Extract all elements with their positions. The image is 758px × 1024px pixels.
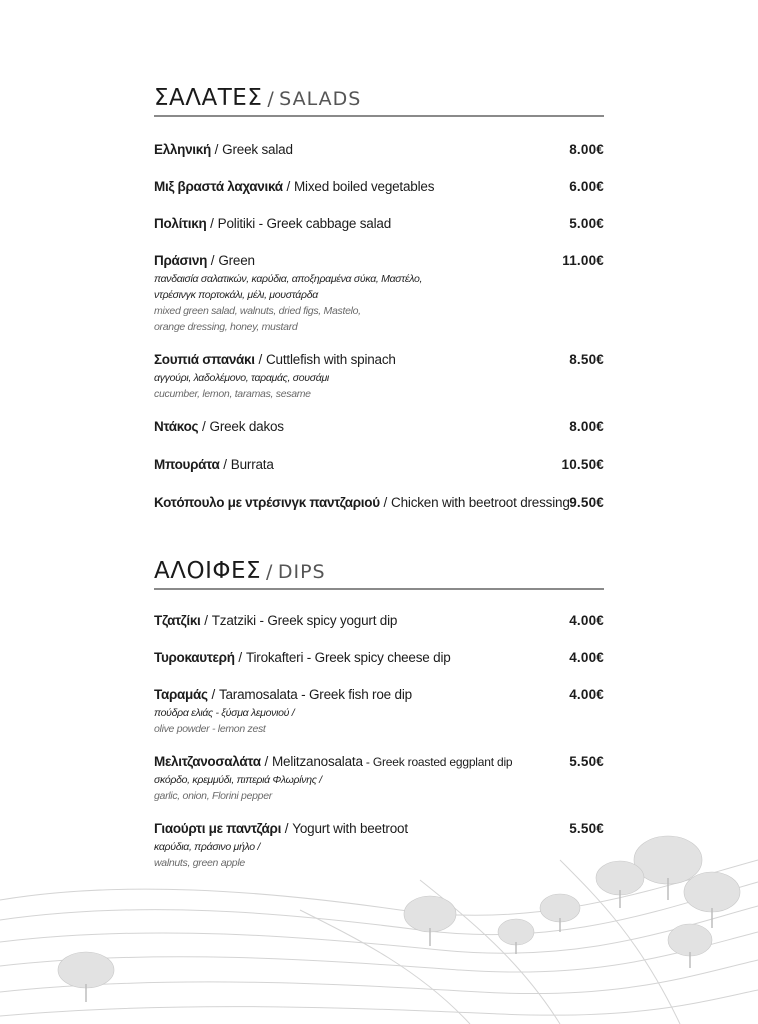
section-salads xyxy=(154,75,604,117)
section-title-separator: / xyxy=(265,561,273,583)
item-name-english: Burrata xyxy=(230,457,274,472)
item-name-english-extra: - Greek roasted eggplant dip xyxy=(362,755,513,769)
menu-item-cuttlefish-spinach: Σουπιά σπανάκι / Cuttlefish with spinach 8.50€ αγγούρι, λαδολέμονο, ταραμάς, σουσάμι cucumber, lemon, taramas, sesame xyxy=(154,352,604,400)
item-name-greek: Μελιτζανοσαλάτα xyxy=(154,754,261,769)
item-price: 6.00€ xyxy=(569,179,604,194)
item-name-english: Tzatziki - Greek spicy yogurt dip xyxy=(211,613,398,628)
section-title-english: SALADS xyxy=(279,88,362,110)
item-description-english: walnuts, green apple xyxy=(154,857,245,869)
section-title-greek: ΣΑΛΑΤΕΣ xyxy=(154,85,263,111)
item-description-greek: πανδαισία σαλατικών, καρύδια, αποξηραμένα σύκα, Μαστέλο, xyxy=(154,273,423,285)
item-description-greek: ντρέσινγκ πορτοκάλι, μέλι, μουστάρδα xyxy=(154,289,318,301)
item-name-greek: Τυροκαυτερή xyxy=(154,650,235,665)
menu-item-politiki: Πολίτικη / Politiki - Greek cabbage salad 5.00€ xyxy=(154,214,604,234)
item-name-greek: Μιξ βραστά λαχανικά xyxy=(154,179,283,194)
section-title-english: DIPS xyxy=(277,561,326,583)
item-price: 5.50€ xyxy=(569,754,604,769)
item-name-english: Yogurt with beetroot xyxy=(292,821,408,836)
section-title-separator: / xyxy=(267,88,275,110)
item-description-english: olive powder - lemon zest xyxy=(154,723,266,735)
item-description-english: mixed green salad, walnuts, dried figs, Mastelo, xyxy=(154,305,361,317)
item-name-greek: Σουπιά σπανάκι xyxy=(154,352,255,367)
item-name-english: Greek salad xyxy=(222,142,293,157)
item-price: 8.00€ xyxy=(569,419,604,434)
menu-item-taramosalata: Ταραμάς / Taramosalata - Greek fish roe dip 4.00€ πούδρα ελιάς - ξύσμα λεμονιού / olive powder - lemon zest xyxy=(154,687,604,735)
item-price: 8.00€ xyxy=(569,142,604,157)
item-name-greek: Γιαούρτι με παντζάρι xyxy=(154,821,282,836)
section-title xyxy=(154,558,326,584)
item-description-greek: σκόρδο, κρεμμύδι, πιπεριά Φλωρίνης / xyxy=(154,774,322,786)
item-name-english: Chicken with beetroot dressing xyxy=(391,495,570,510)
item-description-english: orange dressing, honey, mustard xyxy=(154,321,298,333)
item-description-english: garlic, onion, Florini pepper xyxy=(154,790,272,802)
menu-item-melitzanosalata: Μελιτζανοσαλάτα / Melitzanosalata - Greek roasted eggplant dip 5.50€ σκόρδο, κρεμμύδι, πιπεριά Φλωρίνης / garlic, onion, Florini pepper xyxy=(154,754,604,802)
item-name-greek: Ντάκος xyxy=(154,419,199,434)
section-dips xyxy=(154,548,604,590)
item-name-greek: Τζατζίκι xyxy=(154,613,201,628)
menu-item-mixed-boiled-vegetables: Μιξ βραστά λαχανικά / Mixed boiled vegetables 6.00€ xyxy=(154,177,604,197)
item-name-english: Melitzanosalata xyxy=(271,754,363,769)
menu-item-burrata: Μπουράτα / Burrata 10.50€ xyxy=(154,455,604,475)
menu-item-chicken-beetroot: Κοτόπουλο με ντρέσινγκ παντζαριού / Chicken with beetroot dressing 9.50€ xyxy=(154,493,604,513)
item-name-greek: Κοτόπουλο με ντρέσινγκ παντζαριού xyxy=(154,495,380,510)
item-name-english: Cuttlefish with spinach xyxy=(266,352,396,367)
item-name-greek: Ταραμάς xyxy=(154,687,208,702)
menu-item-green: Πράσινη / Green 11.00€ πανδαισία σαλατικών, καρύδια, αποξηραμένα σύκα, Μαστέλο, ντρέσινγκ πορτοκάλι, μέλι, μουστάρδα mixed green salad, walnuts, dried figs, Mastelo, orange dressing, honey, mustard xyxy=(154,253,604,333)
item-price: 9.50€ xyxy=(569,495,604,510)
item-price: 4.00€ xyxy=(569,650,604,665)
item-name-english: Greek dakos xyxy=(209,419,284,434)
item-price: 4.00€ xyxy=(569,687,604,702)
menu-item-tzatziki: Τζατζίκι / Tzatziki - Greek spicy yogurt dip 4.00€ xyxy=(154,611,604,631)
item-price: 11.00€ xyxy=(562,253,604,268)
item-price: 5.50€ xyxy=(569,821,604,836)
menu-item-yogurt-beetroot: Γιαούρτι με παντζάρι / Yogurt with beetroot 5.50€ καρύδια, πράσινο μήλο / walnuts, green apple xyxy=(154,821,604,869)
item-price: 4.00€ xyxy=(569,613,604,628)
item-description-english: cucumber, lemon, taramas, sesame xyxy=(154,388,311,400)
section-title xyxy=(154,85,361,111)
item-name-english: Green xyxy=(218,253,255,268)
item-name-greek: Μπουράτα xyxy=(154,457,220,472)
item-name-greek: Ελληνική xyxy=(154,142,211,157)
item-description-greek: αγγούρι, λαδολέμονο, ταραμάς, σουσάμι xyxy=(154,372,329,384)
menu-item-dakos: Ντάκος / Greek dakos 8.00€ xyxy=(154,417,604,437)
item-price: 8.50€ xyxy=(569,352,604,367)
item-description-greek: καρύδια, πράσινο μήλο / xyxy=(154,841,260,853)
item-name-greek: Πράσινη xyxy=(154,253,208,268)
section-header-dips xyxy=(154,548,604,590)
section-header-salads xyxy=(154,75,604,117)
item-description-greek: πούδρα ελιάς - ξύσμα λεμονιού / xyxy=(154,707,295,719)
item-price: 5.00€ xyxy=(569,216,604,231)
item-name-english: Mixed boiled vegetables xyxy=(294,179,435,194)
item-name-greek: Πολίτικη xyxy=(154,216,207,231)
menu-item-greek-salad: Ελληνική / Greek salad 8.00€ xyxy=(154,140,604,160)
item-name-english: Taramosalata - Greek fish roe dip xyxy=(218,687,412,702)
section-title-greek: ΑΛΟΙΦΕΣ xyxy=(154,558,262,584)
item-price: 10.50€ xyxy=(561,457,604,472)
menu-item-tirokafteri: Τυροκαυτερή / Tirokafteri - Greek spicy cheese dip 4.00€ xyxy=(154,648,604,668)
item-name-english: Tirokafteri - Greek spicy cheese dip xyxy=(245,650,451,665)
item-name-english: Politiki - Greek cabbage salad xyxy=(217,216,392,231)
